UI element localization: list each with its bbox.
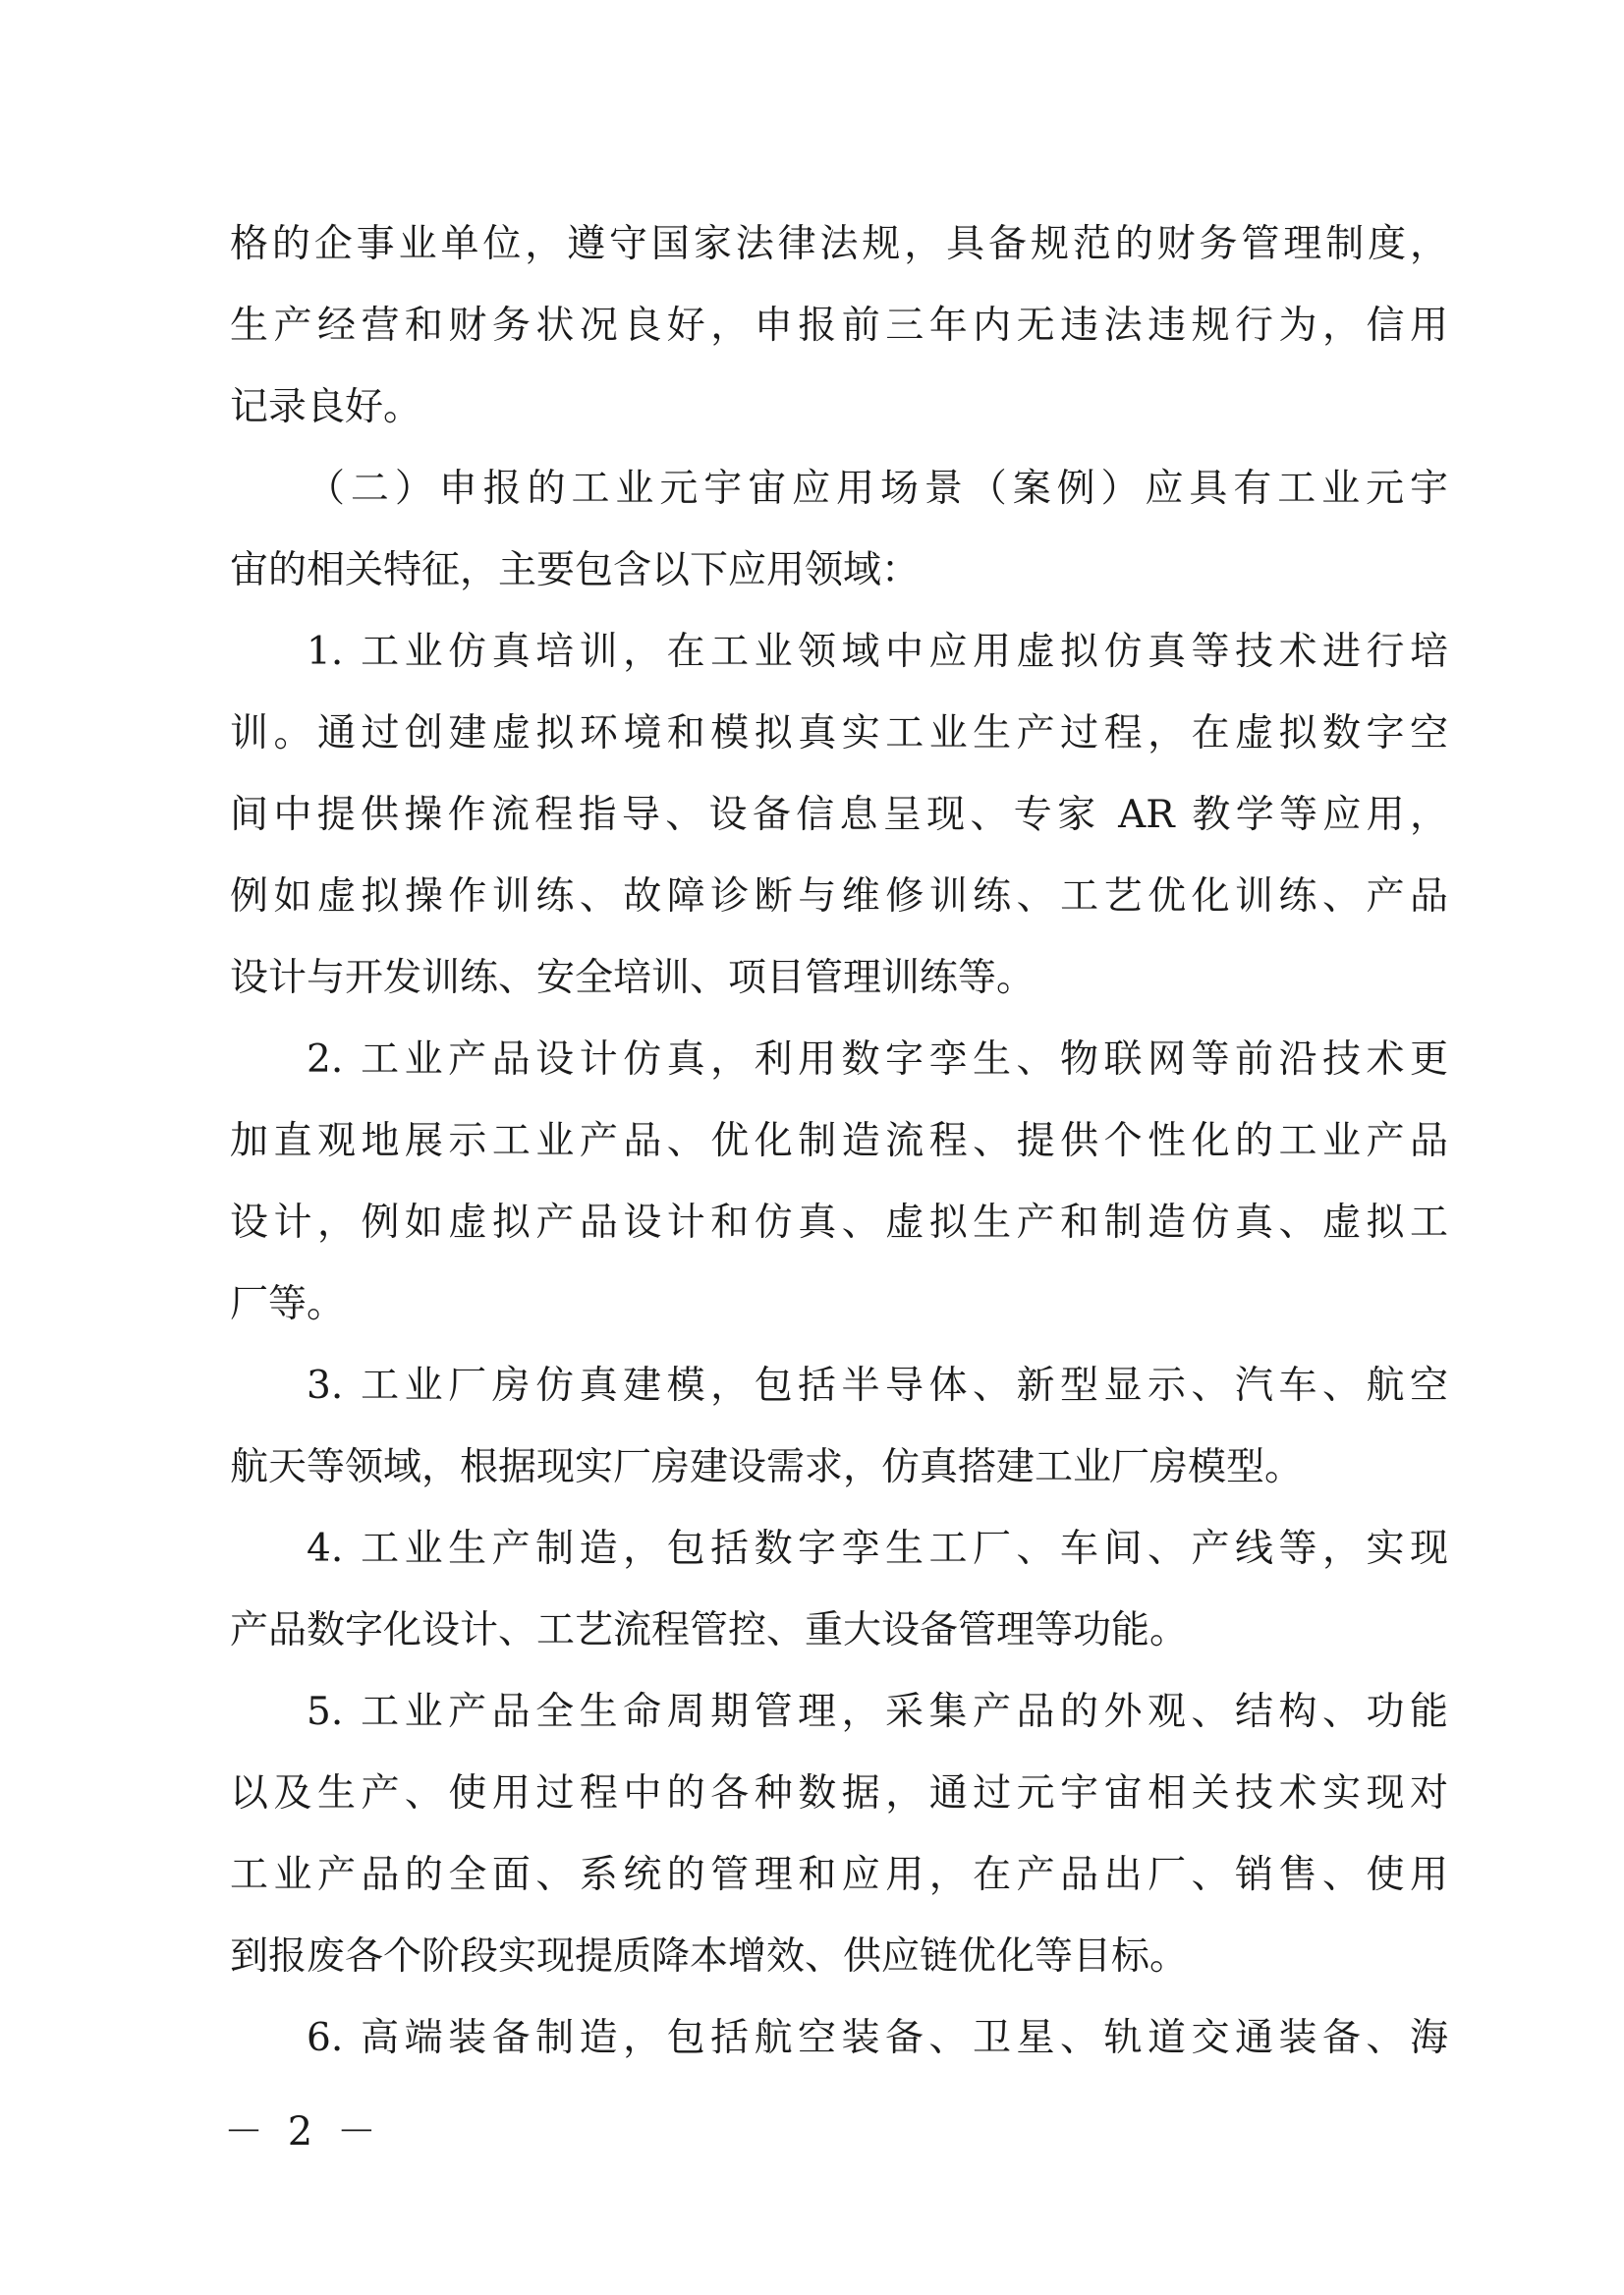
paragraph-line: 航天等领域，根据现实厂房建设需求，仿真搭建工业厂房模型。	[230, 1445, 1304, 1489]
section-heading-line: （二）申报的工业元宇宙应用场景（案例）应具有工业元宇	[307, 467, 1448, 511]
list-item-line: 4. 工业生产制造，包括数字孪生工厂、车间、产线等，实现	[307, 1527, 1448, 1571]
paragraph-line: 工业产品的全面、系统的管理和应用，在产品出厂、销售、使用	[230, 1853, 1448, 1897]
page-number: － 2 －	[224, 2109, 382, 2155]
paragraph-line: 记录良好。	[230, 385, 422, 429]
paragraph-line: 产品数字化设计、工艺流程管控、重大设备管理等功能。	[230, 1608, 1189, 1652]
paragraph-line: 设计，例如虚拟产品设计和仿真、虚拟生产和制造仿真、虚拟工	[230, 1201, 1448, 1245]
paragraph-line: 厂等。	[230, 1282, 346, 1326]
paragraph-line: 格的企事业单位，遵守国家法律法规，具备规范的财务管理制度，	[230, 222, 1448, 266]
list-item-line: 1. 工业仿真培训，在工业领域中应用虚拟仿真等技术进行培	[307, 630, 1448, 674]
list-item-line: 6. 高端装备制造，包括航空装备、卫星、轨道交通装备、海	[307, 2016, 1448, 2060]
paragraph-line: 加直观地展示工业产品、优化制造流程、提供个性化的工业产品	[230, 1119, 1448, 1163]
paragraph-line: 例如虚拟操作训练、故障诊断与维修训练、工艺优化训练、产品	[230, 874, 1448, 919]
paragraph-line: 宙的相关特征，主要包含以下应用领域：	[230, 548, 921, 592]
paragraph-line: 设计与开发训练、安全培训、项目管理训练等。	[230, 956, 1036, 1000]
list-item-line: 5. 工业产品全生命周期管理，采集产品的外观、结构、功能	[307, 1690, 1448, 1734]
list-item-line: 3. 工业厂房仿真建模，包括半导体、新型显示、汽车、航空	[307, 1364, 1448, 1408]
paragraph-line: 生产经营和财务状况良好，申报前三年内无违法违规行为，信用	[230, 304, 1448, 348]
paragraph-line: 训。通过创建虚拟环境和模拟真实工业生产过程，在虚拟数字空	[230, 711, 1448, 756]
paragraph-line: 间中提供操作流程指导、设备信息呈现、专家 AR 教学等应用，	[230, 793, 1448, 837]
list-item-line: 2. 工业产品设计仿真，利用数字孪生、物联网等前沿技术更	[307, 1037, 1448, 1082]
paragraph-line: 以及生产、使用过程中的各种数据，通过元宇宙相关技术实现对	[230, 1771, 1448, 1816]
paragraph-line: 到报废各个阶段实现提质降本增效、供应链优化等目标。	[230, 1934, 1189, 1979]
